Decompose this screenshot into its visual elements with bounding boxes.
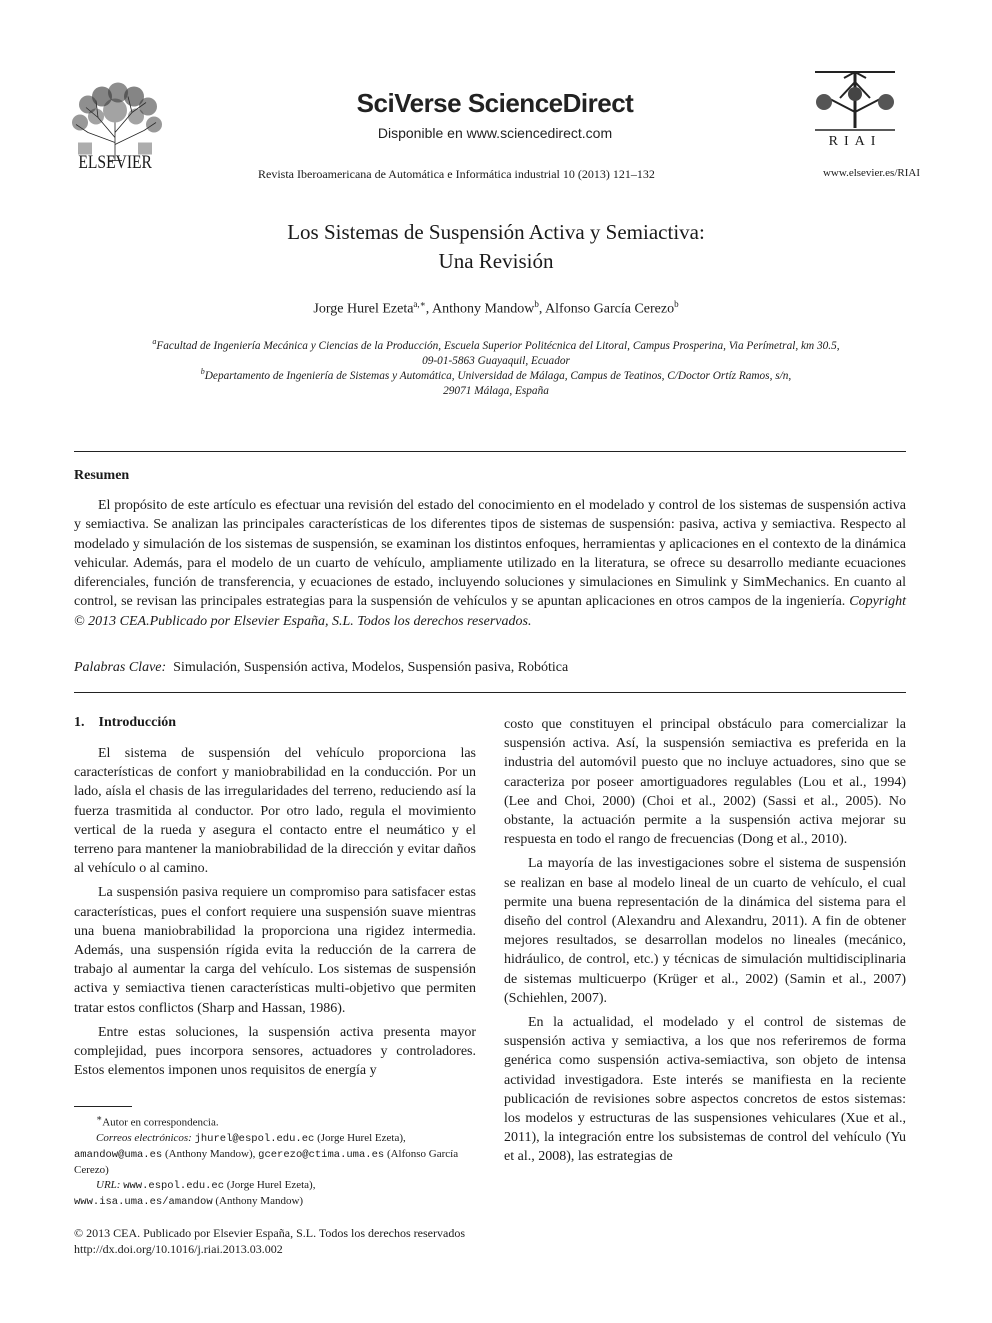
footnote-mark: ∗ [96, 1113, 103, 1123]
author-affil-mark: a,∗ [413, 299, 426, 309]
url-link[interactable]: www.isa.uma.es/amandow [74, 1195, 213, 1208]
paragraph: Entre estas soluciones, la suspensión activa presenta mayor complejidad, pues incorpora sensores, actuadores y controladores. Estos elementos imponen unos requisitos de energía y [74, 1024, 476, 1079]
sciencedirect-availability: Disponible en www.sciencedirect.com [377, 125, 613, 141]
url-label: URL: [96, 1178, 121, 1191]
riai-url: www.elsevier.es/RIAI [822, 167, 920, 179]
affil-line: Departamento de Ingeniería de Sistemas y Automática, Universidad de Málaga, Campus de Teatinos, C/Doctor Ortíz Ramos, s/n, [204, 369, 792, 382]
affil-mark: a [152, 337, 157, 346]
elsevier-wordmark: ELSEVIER [78, 152, 152, 173]
abstract-body: El propósito de este artículo es efectuar una revisión del estado del conocimiento en el modelado y control de los sistemas de suspensión activa y semiactiva. Se analizan las principales características de los diferentes tipos de sistemas de suspensión: pasiva, activa y semiactiva. Respecto al modelado y simulación de los sistemas de suspensión, se examinan los distintos enfoques, herramientas y aplicaciones en el contexto de la dinámica vehicular. Además, para el modelo de un cuarto de vehículo, ampliamente utilizado en la literatura, se ofrece su desarrollo mediante ecuaciones diferenciales, función de transferencia, y ecuaciones de estado, incluyendo soluciones y simulaciones en Simulink y SimMechanics. En cuanto al control, se revisan las principales estrategias para la suspensión de vehículos y se apuntan aplicaciones en otros campos de la ingeniería. [74, 498, 906, 610]
sciencedirect-brand: SciVerse ScienceDirect [356, 88, 634, 118]
affil-line: 29071 Málaga, España [443, 384, 549, 397]
url-owner: (Anthony Mandow) [215, 1194, 304, 1207]
paragraph: El sistema de suspensión del vehículo proporciona las características de confort y maniobrabilidad en la conducción. Por un lado, aísla el chasis de las irregularidades del terreno, reduciendo así la fuerza trasmitida al conductor. Por otro lado, regula el movimiento vertical de la rueda y asegura el contacto entre el neumático y el terreno para mantener la maniobrabilidad de la dirección y evitar daños al vehículo o al camino. [74, 746, 476, 877]
divider [74, 692, 906, 693]
abstract-copyright: Copyright © 2013 CEA.Publicado por Elsevier España, S.L. Todos los derechos reservados. [74, 594, 907, 629]
keywords-label: Palabras Clave: [74, 660, 167, 675]
riai-wordmark: RIAI [828, 134, 882, 149]
email-link[interactable]: gcerezo@ctima.uma.es [258, 1148, 385, 1161]
footer-copyright: © 2013 CEA. Publicado por Elsevier España, S.L. Todos los derechos reservados [74, 1226, 465, 1240]
author-name: Anthony Mandow [432, 301, 535, 317]
footnotes [74, 1111, 476, 1210]
email-link[interactable]: amandow@uma.es [74, 1148, 163, 1161]
page-footer [74, 1225, 465, 1257]
author-list: Jorge Hurel Ezeta$^{a,∗}$, Anthony Mandow$^b$, Alfonso García Cerezo$^b$ [313, 299, 679, 317]
author-name: Jorge Hurel Ezeta [313, 301, 414, 317]
article-title [100, 218, 892, 276]
doi-link[interactable]: http://dx.doi.org/10.1016/j.riai.2013.03.002 [74, 1242, 283, 1256]
title-line-2: Una Revisión [438, 249, 554, 273]
abstract-text [74, 496, 906, 631]
paragraph: En la actualidad, el modelado y el control de sistemas de suspensión activa y semiactiva, a los que nos referiremos de forma genérica como suspensión activa-semiactiva, son objeto de intensa actividad investigadora. Este interés se manifiesta en la reciente publicación de revisiones sobre aspectos concretos de estos sistemas: los modelos y estructuras de las suspensiones vehiculares (Xue et al., 2011), la integración entre los subsistemas de control del vehículo (Yu et al., 2008), las estrategias de [504, 1015, 906, 1165]
email-owner: (Alfonso García Cerezo) [74, 1147, 459, 1176]
affil-line: Facultad de Ingeniería Mecánica y Ciencias de la Producción, Escuela Superior Politécnica del Litoral, Campus Prosperina, Via Perímetral, km 30.5, [156, 339, 840, 352]
title-line-1: Los Sistemas de Suspensión Activa y Semiactiva: [287, 220, 705, 244]
email-owner: (Jorge Hurel Ezeta), [317, 1131, 406, 1144]
affil-line: 09-01-5863 Guayaquil, Ecuador [422, 354, 570, 367]
abstract-heading: Resumen [74, 468, 130, 483]
affil-mark: b [200, 367, 205, 376]
email-owner: (Anthony Mandow), [164, 1147, 256, 1160]
author-affil-mark: b [534, 299, 539, 309]
keywords-list: Simulación, Suspensión activa, Modelos, Suspensión pasiva, Robótica [173, 660, 569, 675]
affiliation-b [90, 364, 902, 399]
emails-label: Correos electrónicos: [96, 1131, 192, 1144]
paragraph: La suspensión pasiva requiere un compromiso para satisfacer estas características, pues el confort requiere una suspensión suave mientras una buena maniobrabilidad la proporciona una rigidez intermedia. Además, una suspensión rígida evita la reducción de la carrera de trabajo al aumentar la carga del vehículo. Los sistemas de suspensión activa y semiactiva tienen características multi-objetivo que permiten tratar estos conflictos (Sharp and Hassan, 1986). [74, 885, 476, 1016]
author-name: Alfonso García Cerezo [545, 301, 675, 317]
section-heading: 1. Introducción [74, 715, 177, 730]
paragraph: La mayoría de las investigaciones sobre el sistema de suspensión se realizan en base al modelo lineal de un cuarto de vehículo, el cual permite una buena representación de la dinámica del sistema para el diseño del control (Alexandru and Alexandru, 2011). A fin de obtener mejores resultados, se desarrollan modelos no lineales (mecánico, hidráulico, de control, etc.) y técnicas de simulación multidisciplinaria de sistemas multicuerpo (Krüger et al., 2002) (Samin et al., 2007) (Schiehlen, 2007). [504, 856, 906, 1006]
left-column [74, 744, 476, 1080]
keywords [74, 660, 906, 676]
paragraph: costo que constituyen el principal obstáculo para comercializar la suspensión activa. Así, la suspensión semiactiva es preferida en la industria del automóvil puesto que no incluye actuadores, sino que se caracteriza por poseer amortiguadores regulables (Lou et al., 1994) (Lee and Choi, 2000) (Choi et al., 2002) (Sassi et al., 2005). No obstante, la actuación permite a la suspensión activa mejorar su respuesta en todo el rango de frecuencias (Dong et al., 2010). [504, 717, 906, 848]
url-owner: (Jorge Hurel Ezeta), [226, 1178, 316, 1191]
footnote-divider [74, 1106, 132, 1107]
divider [74, 451, 906, 452]
footnote-text: Autor en correspondencia. [102, 1116, 219, 1129]
journal-citation: Revista Iberoamericana de Automática e Informática industrial 10 (2013) 121–132 [258, 167, 655, 181]
right-column [504, 715, 906, 1167]
author-affil-mark: b [674, 299, 679, 309]
email-link[interactable]: jhurel@espol.edu.ec [194, 1132, 315, 1145]
url-link[interactable]: www.espol.edu.ec [123, 1179, 225, 1192]
